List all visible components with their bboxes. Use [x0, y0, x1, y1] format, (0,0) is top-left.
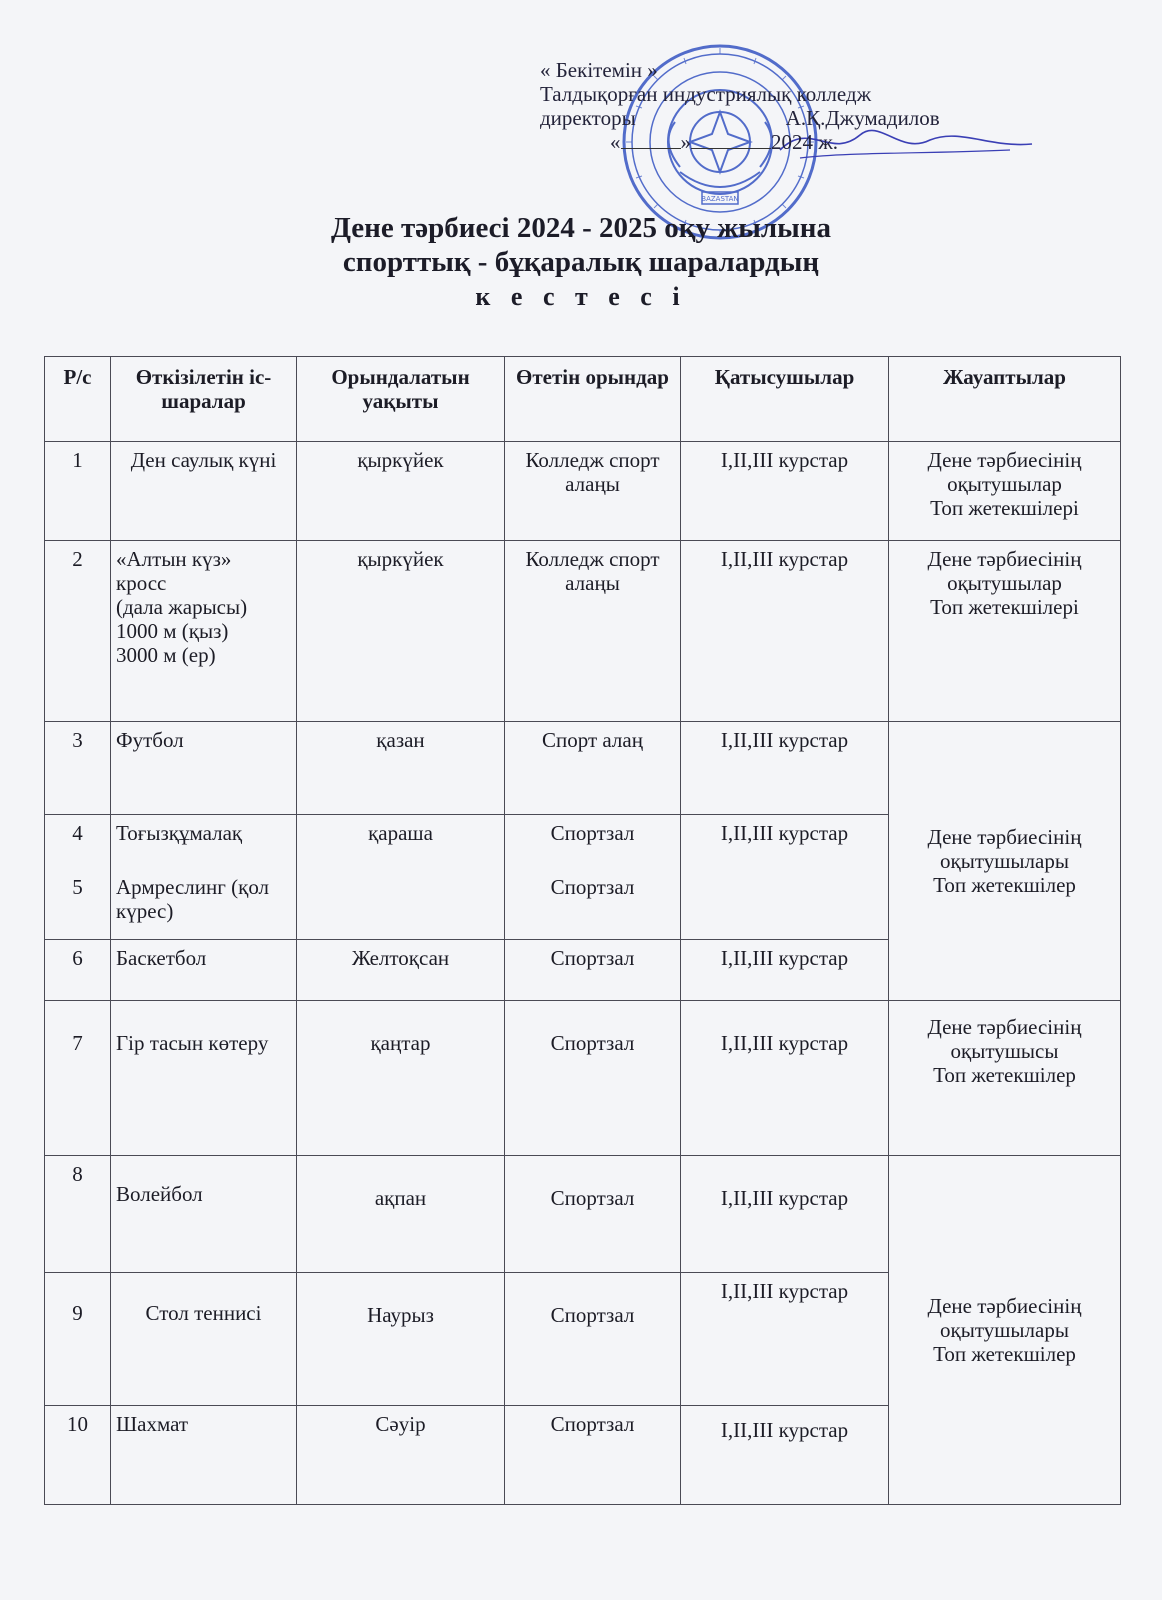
- row-place: Колледж спорт алаңы: [505, 442, 681, 541]
- row-participants: I,II,III курстар: [681, 442, 889, 541]
- header-responsible: Жауаптылар: [889, 357, 1121, 442]
- row-event: Футбол: [111, 722, 297, 815]
- row-participants: I,II,III курстар: [681, 940, 889, 1001]
- number-line: 4: [72, 821, 83, 845]
- row-participants: I,II,III курстар: [681, 1273, 889, 1406]
- row-time: қараша: [297, 815, 505, 940]
- row-participants: I,II,III курстар: [681, 1156, 889, 1273]
- row-number: 1: [45, 442, 111, 541]
- row-time: қазан: [297, 722, 505, 815]
- event-line: 3000 м (ер): [116, 643, 216, 667]
- responsible-line: оқытушылар: [947, 571, 1062, 595]
- page-title-line-2: спорттық - бұқаралық шаралардың: [342, 246, 820, 278]
- row-number: [45, 815, 111, 940]
- row-number: 6: [45, 940, 111, 1001]
- row-participants: I,II,III курстар: [681, 1001, 889, 1156]
- row-participants: I,II,III курстар: [681, 722, 889, 815]
- event-line: кросс: [116, 571, 167, 595]
- table-header-row: [45, 357, 1121, 442]
- row-place: Спортзал: [505, 1156, 681, 1273]
- approval-line-date: [540, 130, 1060, 154]
- row-responsible: [889, 1001, 1121, 1156]
- header-participants: Қатысушылар: [681, 357, 889, 442]
- row-participants: I,II,III курстар: [681, 541, 889, 722]
- approval-line-approve: « Бекітемін »: [540, 58, 658, 82]
- responsible-line: оқытушылар: [947, 472, 1062, 496]
- approval-director-label: директоры: [540, 106, 636, 130]
- responsible-line: Дене тәрбиесінің: [927, 1015, 1082, 1039]
- row-participants: I,II,III курстар: [681, 815, 889, 940]
- header-time: Орындалатын уақыты: [297, 357, 505, 442]
- responsible-line: Дене тәрбиесінің: [927, 448, 1082, 472]
- responsible-line: Дене тәрбиесінің: [927, 825, 1082, 849]
- row-number: 3: [45, 722, 111, 815]
- table-row: [45, 722, 1121, 815]
- responsible-line: Дене тәрбиесінің: [927, 547, 1082, 571]
- page-title-line-1: Дене тәрбиесі 2024 - 2025 оқу жылына: [330, 212, 832, 244]
- row-place: Спортзал: [505, 1001, 681, 1156]
- row-event: Волейбол: [111, 1156, 297, 1273]
- header-event: Өткізілетін іс-шаралар: [111, 357, 297, 442]
- number-line: 5: [72, 875, 83, 899]
- table-row: [45, 1156, 1121, 1273]
- row-number: 2: [45, 541, 111, 722]
- row-event: Баскетбол: [111, 940, 297, 1001]
- responsible-line: Топ жетекшілері: [930, 496, 1079, 520]
- responsible-line: Дене тәрбиесінің: [927, 1294, 1082, 1318]
- approval-director-name: А.Қ.Джумадилов: [785, 106, 940, 130]
- row-event: [111, 815, 297, 940]
- row-responsible: [889, 442, 1121, 541]
- table-row: [45, 442, 1121, 541]
- stamp-label: BAZASTAN: [701, 195, 739, 203]
- responsible-line: Топ жетекшілер: [933, 1342, 1076, 1366]
- row-number: 8: [45, 1156, 111, 1273]
- responsible-line: Топ жетекшілер: [933, 873, 1076, 897]
- date-quote-close: »: [680, 130, 691, 154]
- row-responsible-merged: [889, 722, 1121, 1001]
- responsible-line: оқытушысы: [950, 1039, 1059, 1063]
- row-place: Спортзал: [505, 940, 681, 1001]
- row-event: Стол теннисі: [111, 1273, 297, 1406]
- place-line: Спортзал: [550, 875, 635, 899]
- approval-block: [540, 58, 1060, 154]
- row-number: 7: [45, 1001, 111, 1156]
- row-time: ақпан: [297, 1156, 505, 1273]
- page-title-line-3: к е с т е с і: [475, 282, 687, 311]
- row-event: Гір тасын көтеру: [111, 1001, 297, 1156]
- approval-line-director: [540, 106, 1060, 130]
- row-number: 10: [45, 1406, 111, 1505]
- row-time: Желтоқсан: [297, 940, 505, 1001]
- event-line: (дала жарысы): [116, 595, 248, 619]
- row-time: қаңтар: [297, 1001, 505, 1156]
- row-place: Спорт алаң: [505, 722, 681, 815]
- event-line: «Алтын күз»: [116, 547, 232, 571]
- schedule-table: [44, 356, 1121, 1505]
- row-number: 9: [45, 1273, 111, 1406]
- responsible-line: оқытушылары: [940, 849, 1069, 873]
- date-quote-open: «: [610, 130, 621, 154]
- event-line: Армреслинг (қол күрес): [116, 875, 270, 923]
- row-place: Спортзал: [505, 1406, 681, 1505]
- row-time: Наурыз: [297, 1273, 505, 1406]
- table-row: [45, 541, 1121, 722]
- approval-line-college: Талдықорған индустриялық колледж: [540, 82, 872, 106]
- row-event: Шахмат: [111, 1406, 297, 1505]
- header-number: Р/с: [45, 357, 111, 442]
- responsible-line: оқытушылары: [940, 1318, 1069, 1342]
- row-place: Колледж спорт алаңы: [505, 541, 681, 722]
- header-place: Өтетін орындар: [505, 357, 681, 442]
- row-time: Сәуір: [297, 1406, 505, 1505]
- row-event: [111, 541, 297, 722]
- row-place: Спортзал: [505, 1273, 681, 1406]
- row-responsible-merged: [889, 1156, 1121, 1505]
- responsible-line: Топ жетекшілері: [930, 595, 1079, 619]
- row-place: [505, 815, 681, 940]
- responsible-line: Топ жетекшілер: [933, 1063, 1076, 1087]
- date-year: 2024 ж.: [771, 130, 839, 154]
- event-line: 1000 м (қыз): [116, 619, 229, 643]
- place-line: Спортзал: [550, 821, 635, 845]
- event-line: Тоғызқұмалақ: [116, 821, 243, 845]
- row-participants: I,II,III курстар: [681, 1406, 889, 1505]
- row-responsible: [889, 541, 1121, 722]
- table-row: [45, 1001, 1121, 1156]
- row-time: қыркүйек: [297, 541, 505, 722]
- row-time: қыркүйек: [297, 442, 505, 541]
- row-event: Ден саулық күні: [111, 442, 297, 541]
